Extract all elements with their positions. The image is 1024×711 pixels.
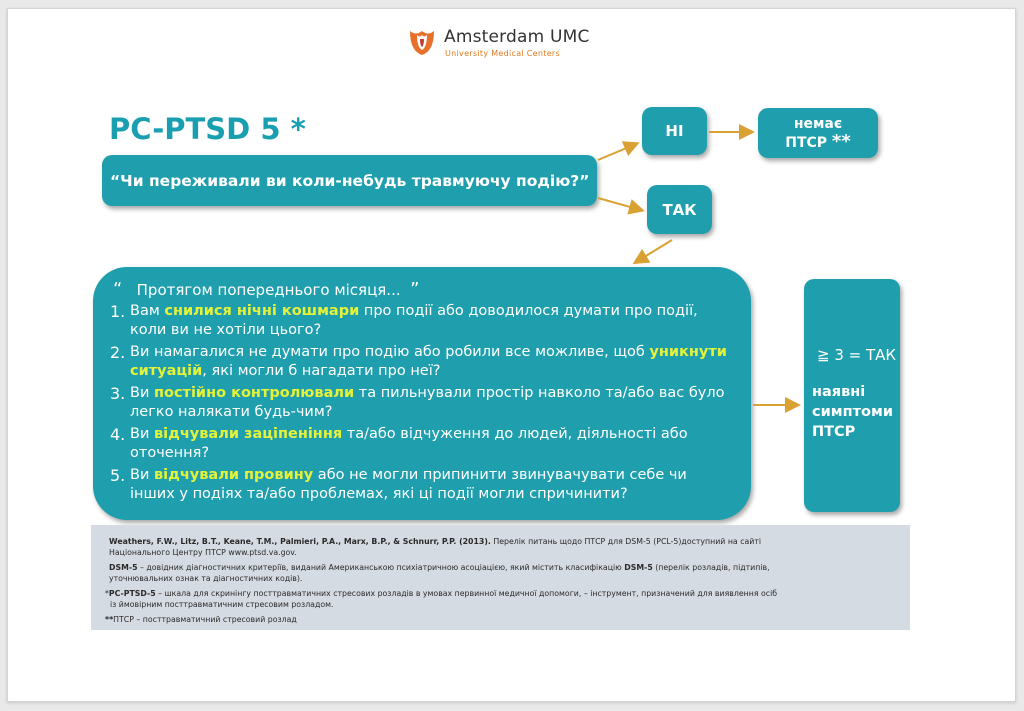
item-text: та/або відчуження до людей, діяльності або bbox=[342, 426, 688, 442]
footer-notes bbox=[91, 525, 910, 630]
logo-subtitle: University Medical Centers bbox=[445, 49, 560, 58]
question-list bbox=[110, 302, 751, 504]
item-highlight-line2: ситуацій bbox=[130, 363, 203, 379]
dsm-text-2: (перелік розладів, підтипів, bbox=[652, 563, 770, 572]
item-number: 5. bbox=[110, 466, 126, 485]
list-item bbox=[110, 466, 751, 504]
item-text-line2: коли ви не хотіли цього? bbox=[130, 322, 322, 338]
item-text: про події або доводилося думати про події, bbox=[359, 303, 698, 319]
pc-label: PC-PTSD-5 bbox=[108, 589, 156, 598]
intro bbox=[113, 279, 751, 300]
question-text: “Чи переживали ви коли-небудь травмуючу подію?” bbox=[110, 171, 590, 190]
item-text-line2: легко налякати будь-чим? bbox=[130, 404, 333, 420]
item-number: 2. bbox=[110, 343, 126, 362]
yes-box bbox=[647, 185, 712, 234]
no-ptsd-line2: ПТСР bbox=[785, 135, 828, 151]
item-text: Ви намагалися не думати про подію або робили все можливе, щоб bbox=[130, 344, 650, 360]
reference-authors: Weathers, F.W., Litz, B.T., Keane, T.M., Palmieri, P.A., Marx, B.P., & Schnurr, P.P. (2013). bbox=[109, 537, 491, 546]
dsm-label-2: DSM-5 bbox=[624, 563, 653, 572]
list-item bbox=[110, 425, 751, 463]
result-condition: ≧ 3 = ТАК bbox=[817, 346, 897, 364]
ptsd-text: ПТСР – посттравматичний стресовий розлад bbox=[113, 615, 297, 624]
footer-reference bbox=[109, 536, 910, 558]
item-text: або не могли припинити звинувачувати себе чи bbox=[313, 467, 687, 483]
pc-text: – шкала для скринінгу посттравматичних стресових розладів в умовах первинної медичної допомоги, – інструмент, призначений для виявлення осіб bbox=[155, 589, 778, 598]
question-box bbox=[102, 155, 597, 206]
list-item bbox=[110, 343, 751, 381]
dsm-label: DSM-5 bbox=[109, 563, 138, 572]
result-text bbox=[812, 382, 900, 442]
footer-dsm-note bbox=[109, 562, 910, 584]
item-highlight: постійно контролювали bbox=[153, 385, 355, 401]
item-text-line2: оточення? bbox=[130, 445, 210, 461]
item-highlight: відчували провину bbox=[153, 467, 314, 483]
intro-text: Протягом попереднього місяця... bbox=[136, 281, 401, 299]
intro-close-quote: ” bbox=[410, 279, 420, 300]
dsm-text-line2: уточнювальних ознак та діагностичних кодів). bbox=[109, 574, 303, 583]
ptsd-stars: ** bbox=[105, 615, 114, 624]
item-text-line2: інших у подіях та/або проблемах, які ці події могли спричинити? bbox=[130, 486, 628, 502]
reference-text-line2: Національного Центру ПТСР www.ptsd.va.gov. bbox=[109, 548, 297, 557]
item-number: 3. bbox=[110, 384, 126, 403]
result-line2: симптоми bbox=[812, 404, 894, 420]
reference-text: Перелік питань щодо ПТСР для DSM-5 (PCL-5)доступний на сайті bbox=[490, 537, 762, 546]
no-ptsd-line1: немає bbox=[793, 116, 843, 132]
tulip-logo-icon bbox=[408, 27, 436, 59]
item-highlight: відчували заціпеніння bbox=[153, 426, 343, 442]
symptom-questions-box bbox=[93, 267, 751, 520]
yes-label: ТАК bbox=[662, 200, 697, 219]
result-box bbox=[804, 279, 900, 512]
no-label: НІ bbox=[665, 122, 684, 140]
pc-text-line2: із ймовірним посттравматичним стресовим розладом. bbox=[109, 600, 334, 609]
item-highlight: снилися нічні кошмари bbox=[164, 303, 360, 319]
footer-ptsd-note bbox=[105, 614, 910, 625]
no-ptsd-box bbox=[758, 108, 878, 158]
item-text: Ви bbox=[130, 385, 154, 401]
item-number: 1. bbox=[110, 302, 126, 321]
pc-star: * bbox=[105, 589, 109, 598]
item-highlight: уникнути bbox=[649, 344, 727, 360]
item-text: Вам bbox=[130, 303, 165, 319]
list-item bbox=[110, 384, 751, 422]
no-ptsd-stars: ** bbox=[831, 131, 851, 152]
item-text: Ви bbox=[130, 467, 154, 483]
result-line3: ПТСР bbox=[812, 424, 856, 440]
item-text: та пильнували простір навколо та/або вас було bbox=[354, 385, 725, 401]
footer-pcptsd-note bbox=[105, 588, 910, 610]
page-title: PC-PTSD 5 * bbox=[109, 112, 306, 146]
result-line1: наявні bbox=[812, 384, 866, 400]
logo bbox=[408, 27, 608, 63]
item-text: Ви bbox=[130, 426, 154, 442]
dsm-text: – довідник діагностичних критеріїв, виданий Американською психіатричною асоціацією, який містить класифікацію bbox=[137, 563, 625, 572]
logo-name: Amsterdam UMC bbox=[444, 27, 590, 47]
item-text-line2: , які могли б нагадати про неї? bbox=[202, 363, 441, 379]
no-box bbox=[642, 107, 707, 155]
item-number: 4. bbox=[110, 425, 126, 444]
list-item bbox=[110, 302, 751, 340]
intro-open-quote: “ bbox=[113, 279, 123, 300]
